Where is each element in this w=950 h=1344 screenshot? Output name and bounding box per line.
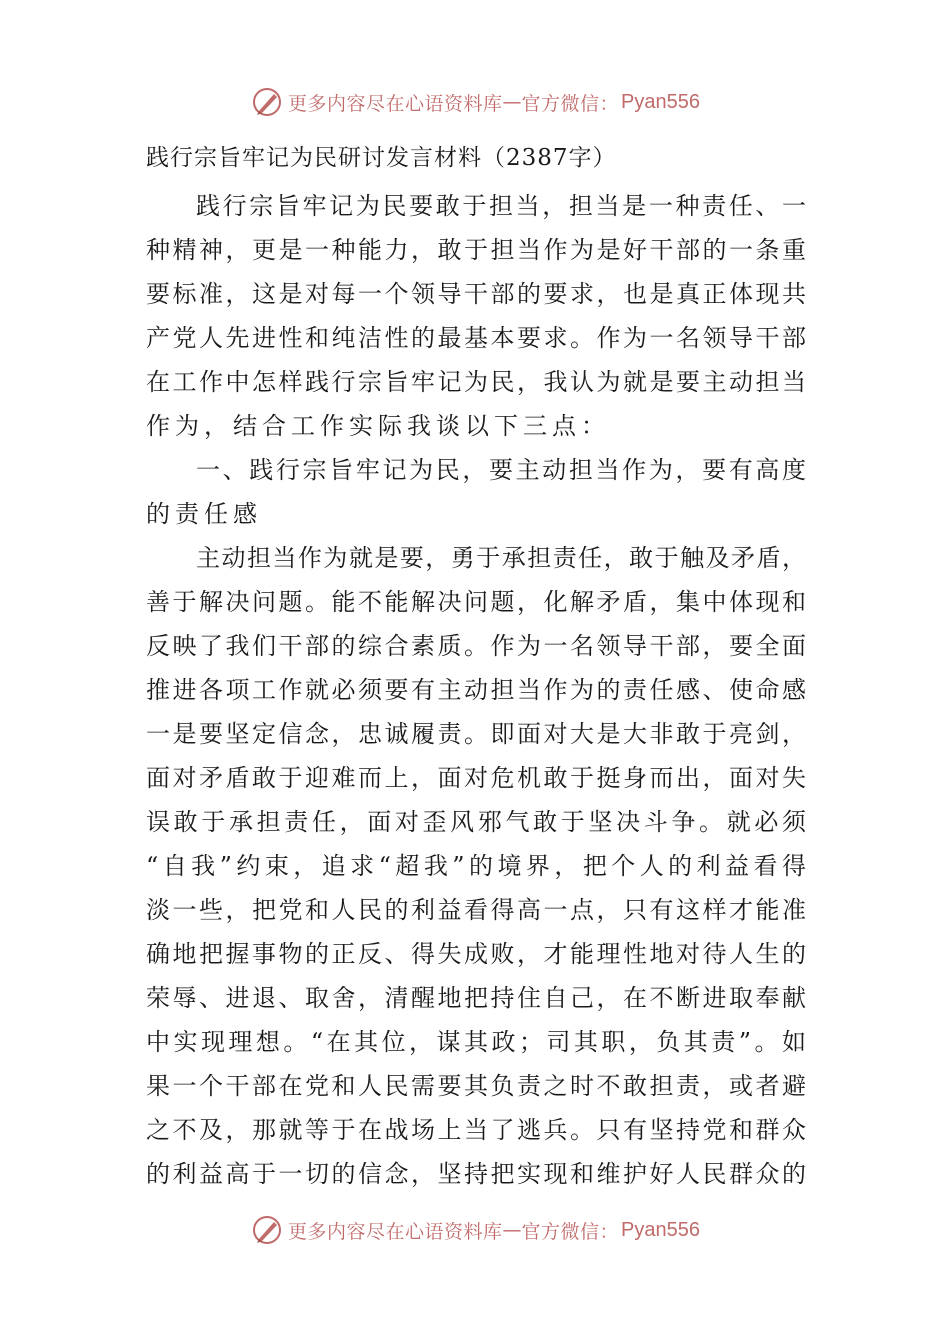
watermark-wechat-label: 官方微信： bbox=[521, 92, 620, 115]
watermark-separator: — bbox=[502, 91, 522, 113]
body-line: “自我”约束，追求“超我”的境界，把个人的利益看得 bbox=[146, 852, 806, 880]
watermark-text: 更多内容尽在心语资料库 bbox=[288, 92, 503, 115]
body-line: 淡一些，把党和人民的利益看得高一点，只有这样才能准 bbox=[146, 896, 806, 924]
body-line: 果一个干部在党和人民需要其负责之时不敢担责，或者避 bbox=[146, 1072, 806, 1100]
watermark-header bbox=[0, 82, 950, 122]
document-title: 践行宗旨牢记为民研讨发言材料（2387字） bbox=[146, 145, 617, 171]
body-line: 产党人先进性和纯洁性的最基本要求。作为一名领导干部 bbox=[146, 324, 806, 352]
body-line: 面对矛盾敢于迎难而上，面对危机敢于挺身而出，面对失 bbox=[146, 764, 806, 792]
body-line: 要标准，这是对每一个领导干部的要求，也是真正体现共 bbox=[146, 280, 806, 308]
pen-logo-icon bbox=[250, 1213, 284, 1247]
body-line: 主动担当作为就是要，勇于承担责任，敢于触及矛盾， bbox=[196, 544, 806, 572]
body-line: 善于解决问题。能不能解决问题，化解矛盾，集中体现和 bbox=[146, 588, 806, 616]
watermark-text: 更多内容尽在心语资料库 bbox=[288, 1220, 503, 1243]
body-line: 荣辱、进退、取舍，清醒地把持住自己，在不断进取奉献 bbox=[146, 984, 806, 1012]
body-line: 一是要坚定信念，忠诚履责。即面对大是大非敢于亮剑， bbox=[146, 720, 806, 748]
body-line: 作为，结合工作实际我谈以下三点： bbox=[146, 412, 610, 440]
watermark-footer bbox=[0, 1210, 950, 1250]
body-line: 误敢于承担责任，面对歪风邪气敢于坚决斗争。就必须 bbox=[146, 808, 806, 836]
watermark-wechat-label: 官方微信： bbox=[521, 1220, 620, 1243]
body-line: 反映了我们干部的综合素质。作为一名领导干部，要全面 bbox=[146, 632, 806, 660]
watermark-wechat-id: Pyan556 bbox=[621, 1218, 700, 1241]
body-line: 在工作中怎样践行宗旨牢记为民，我认为就是要主动担当 bbox=[146, 368, 806, 396]
watermark-wechat-id: Pyan556 bbox=[621, 90, 700, 113]
body-line: 的利益高于一切的信念，坚持把实现和维护好人民群众的 bbox=[146, 1160, 806, 1188]
body-line: 推进各项工作就必须要有主动担当作为的责任感、使命感 bbox=[146, 676, 806, 704]
section-heading-line: 的责任感 bbox=[146, 500, 262, 528]
section-heading-line: 一、践行宗旨牢记为民，要主动担当作为，要有高度 bbox=[196, 456, 806, 484]
body-line: 之不及，那就等于在战场上当了逃兵。只有坚持党和群众 bbox=[146, 1116, 806, 1144]
pen-logo-icon bbox=[250, 85, 284, 119]
watermark-separator: — bbox=[502, 1219, 522, 1241]
body-line: 践行宗旨牢记为民要敢于担当，担当是一种责任、一 bbox=[196, 192, 806, 220]
body-line: 种精神，更是一种能力，敢于担当作为是好干部的一条重 bbox=[146, 236, 806, 264]
body-line: 确地把握事物的正反、得失成败，才能理性地对待人生的 bbox=[146, 940, 806, 968]
body-line: 中实现理想。“在其位，谋其政；司其职，负其责”。如 bbox=[146, 1028, 806, 1056]
